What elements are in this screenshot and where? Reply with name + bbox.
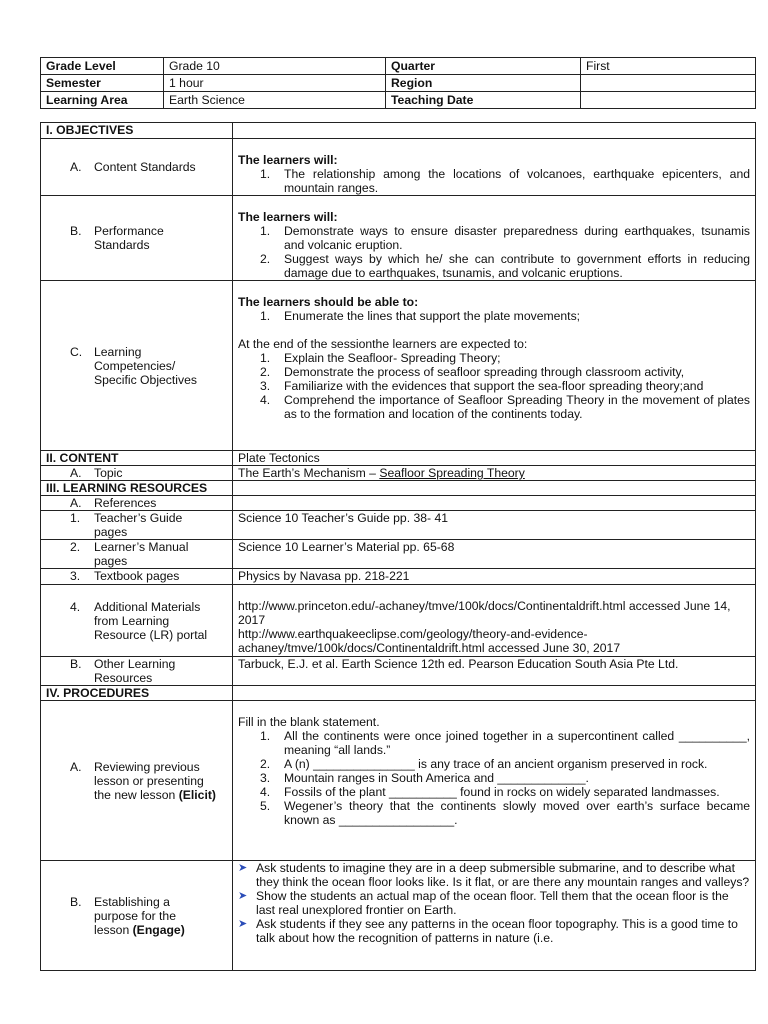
list-item: 2. Demonstrate the process of seafloor spreading through classroom activity, [260,365,685,379]
topic-underlined: Seafloor Spreading Theory [379,466,525,480]
reviewing-label: Reviewing previous lesson or presenting the new lesson [94,759,204,802]
establishing-cell [233,861,756,971]
performance-standards-intro: The learners will: [238,210,338,224]
learners-manual-label-cell: 2. Learner’s Manual pages [41,540,233,569]
competencies-cell [233,281,756,451]
teachers-guide-value: Science 10 Teacher’s Guide pp. 38- 41 [233,511,756,540]
teachers-guide-label-cell: 1. Teacher’s Guide pages [41,511,233,540]
additional-materials-line-2: http://www.earthquakeeclipse.com/geology/theory-and-evidence-achaney/tmve/100k/docs/Continentaldrift.html accessed June 30, 2017 [238,627,621,655]
reviewing-intro: Fill in the blank statement. [238,715,380,729]
other-resources-value: Tarbuck, E.J. et al. Earth Science 12th ed. Pearson Education South Asia Pte Ltd. [233,657,756,686]
learning-area-label: Learning Area [41,92,164,109]
list-item: 4. Fossils of the plant __________ found in rocks on widely separated landmasses. [260,785,720,799]
teaching-date-label: Teaching Date [386,92,581,109]
list-item: ➤ Ask students to imagine they are in a deep submersible submarine, and to describe what they think the ocean floor looks like. Is it flat, or are there any mountain ranges and valleys? [238,861,750,889]
quarter-label: Quarter [386,58,581,75]
list-item: 2. Suggest ways by which he/ she can contribute to government efforts in reducing damage due to earthquakes, tsunamis, and volcanic eruptions. [260,252,750,280]
content-standards-key: A. [70,160,82,174]
establishing-label-bold: (Engage) [132,922,185,937]
learners-manual-label: Learner’s Manual pages [94,540,189,568]
list-item: 1. All the continents were once joined together in a supercontinent called __________, meaning “all lands.” [260,729,750,757]
competencies-label-cell [41,281,233,451]
topic-label: Topic [94,466,123,480]
references-label-cell [41,496,233,511]
list-item: 2. A (n) _______________ is any trace of an ancient organism preserved in rock. [260,757,708,771]
procedures-heading: IV. PROCEDURES [41,686,233,701]
resources-heading: III. LEARNING RESOURCES [41,481,233,496]
bullet-arrow-icon: ➤ [238,918,248,930]
content-standards-label-cell [41,139,233,196]
performance-standards-key: B. [70,224,82,238]
performance-standards-cell [233,196,756,281]
topic-value [233,466,756,481]
learning-area-value: Earth Science [164,92,386,109]
content-value: Plate Tectonics [233,451,756,466]
semester-value: 1 hour [164,75,386,92]
grade-level-value: Grade 10 [164,58,386,75]
semester-label: Semester [41,75,164,92]
additional-materials-cell [233,585,756,657]
region-value [581,75,756,92]
list-item: 1. Enumerate the lines that support the plate movements; [260,309,581,323]
list-item: 5. Wegener’s theory that the continents slowly moved over earth’s surface became known as _________________. [260,799,750,827]
quarter-value: First [581,58,756,75]
content-standards-intro: The learners will: [238,153,338,167]
competencies-label: Learning Competencies/ Specific Objectives [94,344,197,387]
list-item: 3. Mountain ranges in South America and _____________. [260,771,589,785]
other-resources-label-cell: B. Other Learning Resources [41,657,233,686]
topic-prefix: The Earth’s Mechanism – [238,466,380,480]
list-item: 3. Familiarize with the evidences that support the sea-floor spreading theory;and [260,379,704,393]
list-item: 1. The relationship among the locations of volcanoes, earthquake epicenters, and mountain ranges. [260,167,750,195]
objectives-heading: I. OBJECTIVES [41,123,233,139]
content-standards-label: Content Standards [94,160,196,174]
textbook-label: Textbook pages [94,569,180,583]
reviewing-label-cell: A. Reviewing previous lesson or presenting the new lesson (Elicit) [41,701,233,861]
additional-materials-label-cell: 4. Additional Materials from Learning Resource (LR) portal [41,585,233,657]
learners-manual-value: Science 10 Learner’s Material pp. 65-68 [233,540,756,569]
reviewing-label-bold: (Elicit) [178,787,216,802]
textbook-value: Physics by Navasa pp. 218-221 [233,569,756,585]
content-heading: II. CONTENT [41,451,233,466]
list-item: 4. Comprehend the importance of Seafloor Spreading Theory in the movement of plates as to the formation and location of the continents today. [260,393,750,421]
bullet-arrow-icon: ➤ [238,890,248,902]
lesson-plan-table [40,122,756,971]
topic-key: A. [70,466,82,480]
content-standards-cell [233,139,756,196]
establishing-bullets [238,861,750,945]
competencies-list-1 [238,309,750,323]
performance-standards-label: Performance Standards [94,224,164,252]
performance-standards-label-cell [41,196,233,281]
references-key: A. [70,496,82,510]
topic-label-cell [41,466,233,481]
bullet-arrow-icon: ➤ [238,862,248,874]
competencies-key: C. [70,344,83,359]
list-item: ➤ Show the students an actual map of the ocean floor. Tell them that the ocean floor is the last real unexplored frontier on Earth. [238,889,729,917]
textbook-label-cell: 3. Textbook pages [41,569,233,585]
competencies-intro: The learners should be able to: [238,295,419,309]
list-item: ➤ Ask students if they see any patterns in the ocean floor topography. This is a good time to talk about how the recognition of patterns in nature (i.e. [238,917,738,945]
competencies-list-2 [238,351,750,421]
header-table [40,57,756,109]
reviewing-list [238,729,750,827]
additional-materials-label: Additional Materials from Learning Resource (LR) portal [94,599,208,642]
references-label: References [94,496,157,510]
competencies-intro-2: At the end of the sessionthe learners are expected to: [238,337,528,351]
establishing-label-cell: B. Establishing a purpose for the lesson (Engage) [41,861,233,971]
establishing-label: Establishing a purpose for the lesson [94,894,176,937]
list-item: 1. Explain the Seafloor- Spreading Theory; [260,351,501,365]
additional-materials-line-1: http://www.princeton.edu/-achaney/tmve/100k/docs/Continentaldrift.html accessed June 14, 2017 [238,599,731,627]
other-resources-label: Other Learning Resources [94,657,176,685]
teaching-date-value [581,92,756,109]
performance-standards-list [238,224,750,280]
content-standards-list [238,167,750,195]
list-item: 1. Demonstrate ways to ensure disaster preparedness during earthquakes, tsunamis and volcanic eruption. [260,224,750,252]
reviewing-cell [233,701,756,861]
grade-level-label: Grade Level [41,58,164,75]
teachers-guide-label: Teacher’s Guide pages [94,511,183,539]
region-label: Region [386,75,581,92]
